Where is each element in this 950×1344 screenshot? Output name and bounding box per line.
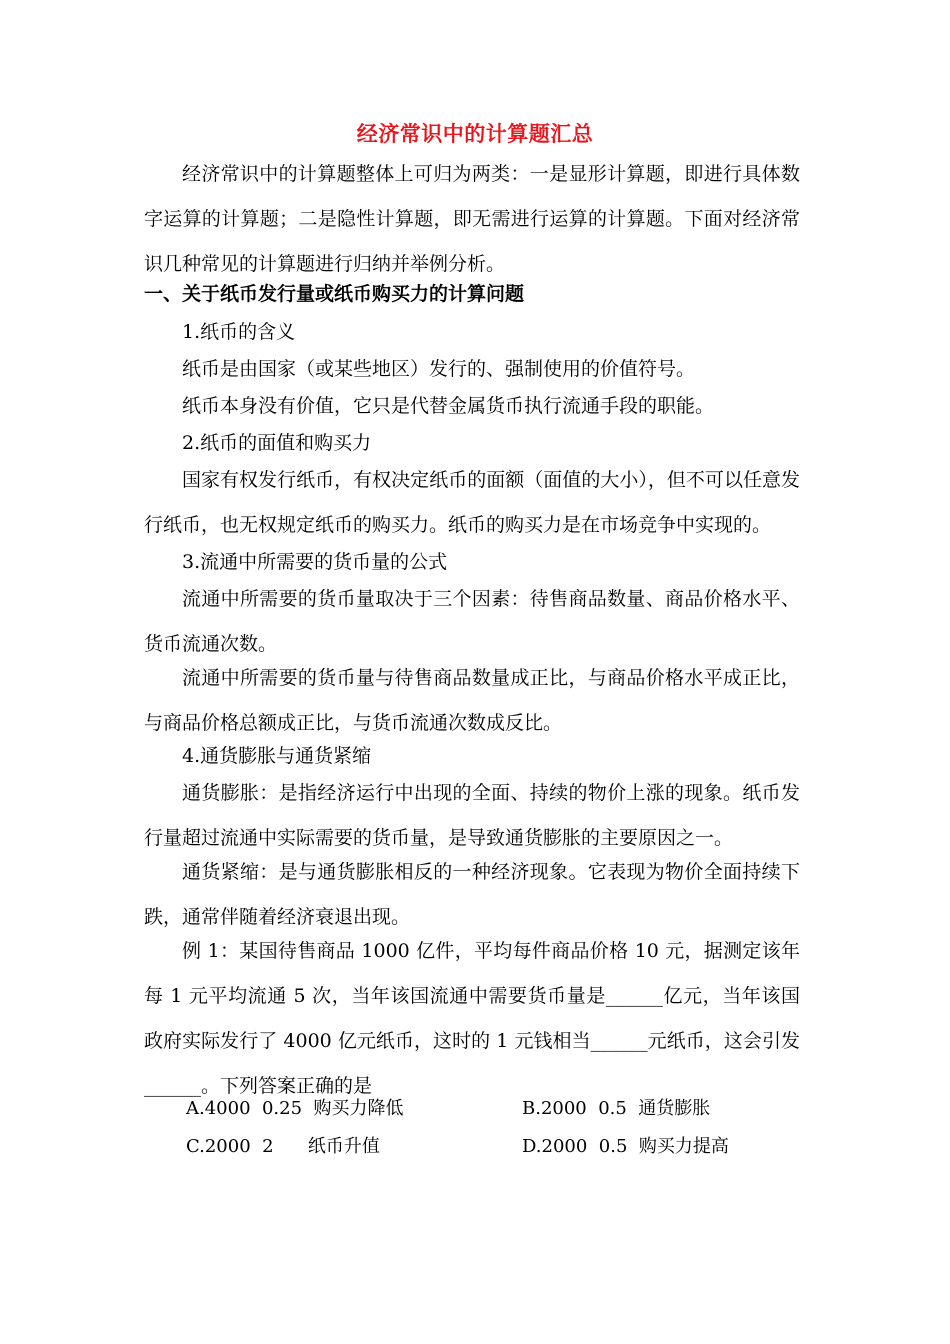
- paragraph-deflation: 通货紧缩：是与通货膨胀相反的一种经济现象。它表现为物价全面持续下跌，通常伴随着经济衰退出现。: [144, 861, 800, 928]
- document-title: 经济常识中的计算题汇总: [356, 121, 594, 146]
- subheading-face-value-purchasing-power: 2.纸币的面值和购买力: [182, 432, 372, 454]
- subheading-paper-money-meaning: 1.纸币的含义: [182, 321, 296, 343]
- paragraph-money-factors: 流通中所需要的货币量取决于三个因素：待售商品数量、商品价格水平、货币流通次数。: [144, 588, 800, 655]
- paragraph-paper-money-value: 纸币本身没有价值，它只是代替金属货币执行流通手段的职能。: [182, 395, 715, 417]
- example-1-question: 例 1：某国待售商品 1000 亿件，平均每件商品价格 10 元，据测定该年每 1 元平均流通 5 次，当年该国流通中需要货币量是______亿元，当年该国政府实际发行了 4000 亿元纸币，这时的 1 元钱相当______元纸币，这会引发______。下列答案正确的是: [144, 940, 800, 1097]
- intro-paragraph: 经济常识中的计算题整体上可归为两类：一是显形计算题，即进行具体数字运算的计算题；二是隐性计算题，即无需进行运算的计算题。下面对经济常识几种常见的计算题进行归纳并举例分析。: [144, 163, 800, 275]
- subheading-money-formula: 3.流通中所需要的货币量的公式: [182, 551, 448, 573]
- option-d: D.2000 0.5 购买力提高: [522, 1136, 729, 1157]
- option-b: B.2000 0.5 通货膨胀: [522, 1098, 711, 1119]
- paragraph-face-value: 国家有权发行纸币，有权决定纸币的面额（面值的大小），但不可以任意发行纸币，也无权规定纸币的购买力。纸币的购买力是在市场竞争中实现的。: [144, 469, 800, 536]
- paragraph-money-proportions: 流通中所需要的货币量与待售商品数量成正比，与商品价格水平成正比，与商品价格总额成正比，与货币流通次数成反比。: [144, 667, 800, 734]
- paragraph-paper-money-definition: 纸币是由国家（或某些地区）发行的、强制使用的价值符号。: [182, 358, 696, 380]
- option-a: A.4000 0.25 购买力降低: [186, 1098, 404, 1119]
- section-heading-1: 一、关于纸币发行量或纸币购买力的计算问题: [144, 283, 525, 305]
- subheading-inflation-deflation: 4.通货膨胀与通货紧缩: [182, 745, 372, 767]
- paragraph-inflation: 通货膨胀：是指经济运行中出现的全面、持续的物价上涨的现象。纸币发行量超过流通中实际需要的货币量，是导致通货膨胀的主要原因之一。: [144, 782, 800, 849]
- option-c: C.2000 2 纸币升值: [186, 1136, 380, 1157]
